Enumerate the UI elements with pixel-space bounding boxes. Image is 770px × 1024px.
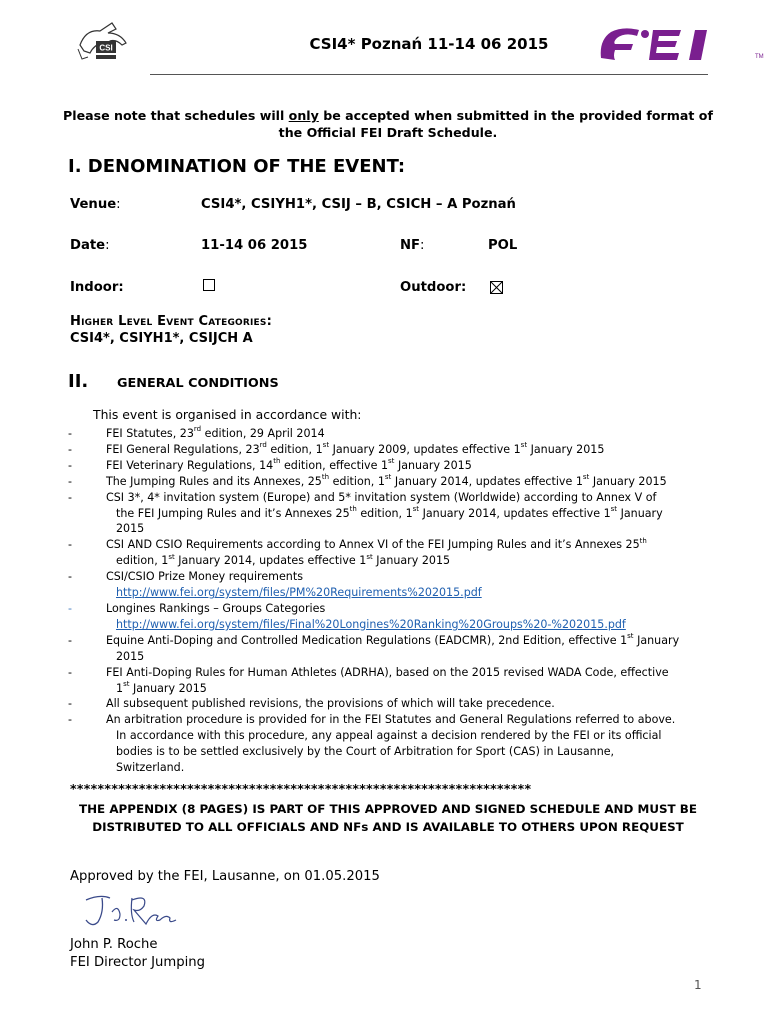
- section-2-title: GENERAL CONDITIONS: [117, 376, 279, 391]
- date-value: 11-14 06 2015: [201, 238, 308, 253]
- hlec-title: Higher Level Event Categories:: [70, 314, 272, 329]
- indoor-checkbox[interactable]: [203, 279, 215, 291]
- list-item: - FEI Anti-Doping Rules for Human Athletes (ADRHA), based on the 2015 revised WADA Code, effective 1st January 2015: [68, 665, 669, 695]
- signer-title: FEI Director Jumping: [70, 955, 206, 970]
- list-item: - Equine Anti-Doping and Controlled Medication Regulations (EADCMR), 2nd Edition, effective 1st January 2015: [68, 632, 680, 663]
- section-2-intro: This event is organised in accordance with:: [93, 407, 362, 422]
- list-item: - All subsequent published revisions, the provisions of which will take precedence.: [68, 697, 555, 711]
- outdoor-checkbox[interactable]: [490, 279, 503, 292]
- date-label: Date:: [70, 238, 110, 253]
- list-item: - CSI 3*, 4* invitation system (Europe) and 5* invitation system (Worldwide) according to Annex V of the FEI Jumping Rules and it’s Annexes 25th edition, 1st January 2014, updates effective 1st January 2015: [68, 490, 663, 536]
- separator-stars: *******************************************************************: [70, 781, 532, 796]
- indoor-label: Indoor:: [70, 280, 124, 295]
- signature: [80, 890, 180, 935]
- list-item: - An arbitration procedure is provided for in the FEI Statutes and General Regulations referred to above. In accordance with this procedure, any appeal against a decision rendered by the FEI or its official bodies is to be settled exclusively by the Court of Arbitration for Sport (CAS) in Lausanne, Switzerland.: [68, 713, 676, 775]
- longines-ranking-link[interactable]: http://www.fei.org/system/files/Final%20Longines%20Ranking%20Groups%20-%202015.pdf: [116, 617, 626, 631]
- page-number: 1: [694, 978, 702, 992]
- list-item: - Longines Rankings – Groups Categories http://www.fei.org/system/files/Final%20Longines%20Ranking%20Groups%20-%202015.pdf: [68, 601, 626, 631]
- list-item: - CSI/CSIO Prize Money requirements http://www.fei.org/system/files/PM%20Requirements%202015.pdf: [68, 570, 482, 600]
- list-item: - FEI General Regulations, 23rd edition, 1st January 2009, updates effective 1st January 2015: [68, 441, 605, 456]
- list-item: - FEI Veterinary Regulations, 14th edition, effective 1st January 2015: [68, 457, 472, 472]
- nf-label: NF:: [400, 238, 425, 253]
- header-rule: [150, 74, 708, 75]
- section-2-number: II.: [68, 371, 89, 392]
- document-title: CSI4* Poznań 11-14 06 2015: [309, 35, 549, 53]
- schedule-notice: Please note that schedules will only be accepted when submitted in the provided format of the Official FEI Draft Schedule.: [63, 108, 713, 140]
- appendix-notice: THE APPENDIX (8 PAGES) IS PART OF THIS APPROVED AND SIGNED SCHEDULE AND MUST BE DISTRIBUTED TO ALL OFFICIALS AND NFs AND IS AVAILABLE TO OTHERS UPON REQUEST: [79, 802, 697, 834]
- signer-block: [70, 936, 205, 972]
- hlec-value: CSI4*, CSIYH1*, CSIJCH A: [70, 331, 253, 346]
- approval-statement: Approved by the FEI, Lausanne, on 01.05.2015: [70, 869, 380, 884]
- signer-name: John P. Roche: [70, 937, 158, 952]
- section-1-heading: I. DENOMINATION OF THE EVENT:: [68, 156, 406, 177]
- svg-text:CSI: CSI: [99, 43, 113, 53]
- prize-money-link[interactable]: http://www.fei.org/system/files/PM%20Requirements%202015.pdf: [116, 586, 482, 600]
- list-item: - The Jumping Rules and its Annexes, 25th edition, 1st January 2014, updates effective 1st January 2015: [68, 473, 667, 488]
- nf-value: POL: [488, 238, 518, 253]
- list-item: - FEI Statutes, 23rd edition, 29 April 2014: [68, 425, 325, 440]
- fei-logo: [595, 22, 765, 68]
- list-item: - CSI AND CSIO Requirements according to Annex VI of the FEI Jumping Rules and it’s Annexes 25th edition, 1st January 2014, updates effective 1st January 2015: [68, 536, 647, 568]
- venue-label: Venue:: [70, 197, 121, 212]
- conditions-list: [68, 426, 708, 776]
- fei-trademark: TM: [755, 54, 764, 60]
- venue-value: CSI4*, CSIYH1*, CSIJ – B, CSICH – A Poznań: [201, 197, 516, 212]
- outdoor-label: Outdoor:: [400, 280, 467, 295]
